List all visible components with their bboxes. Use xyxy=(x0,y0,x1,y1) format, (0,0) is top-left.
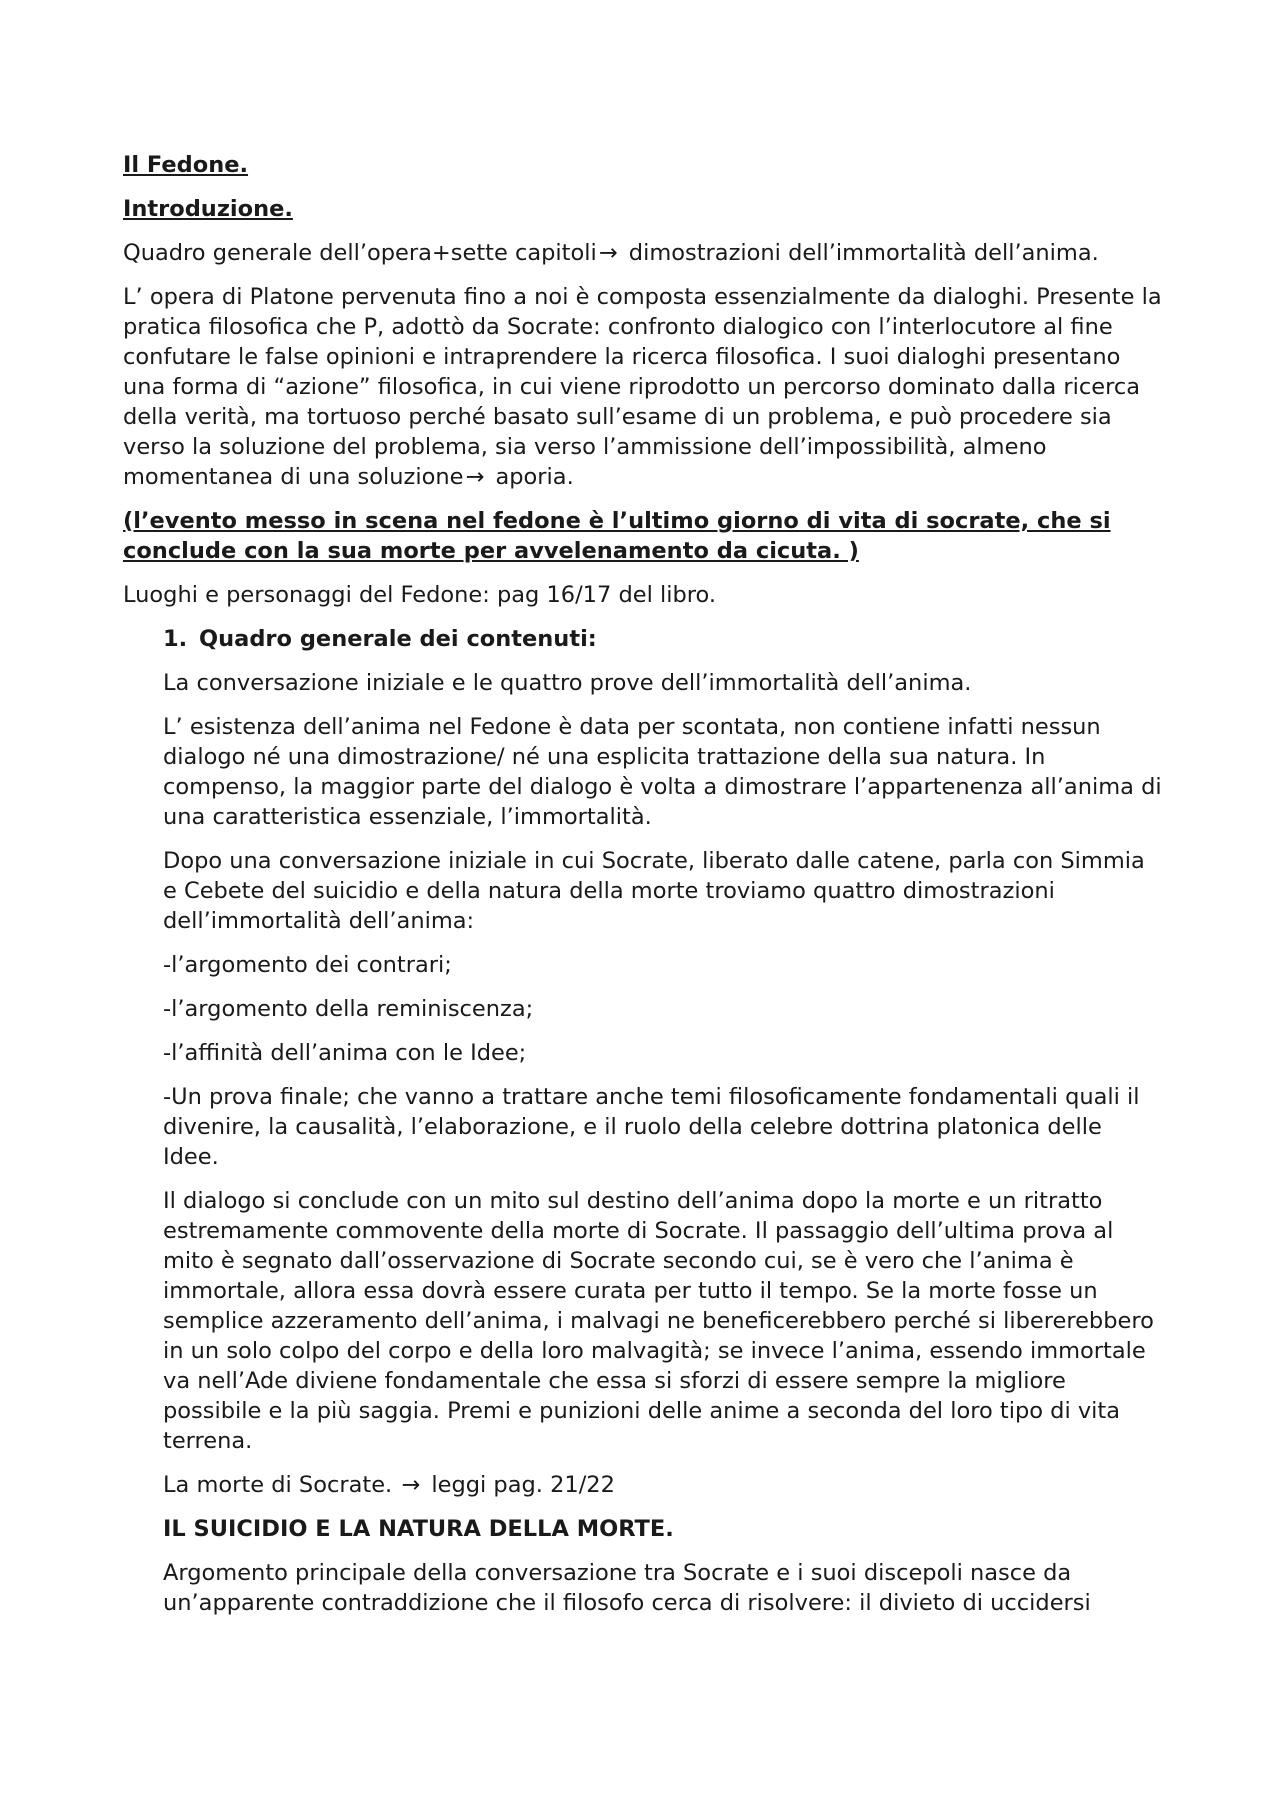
section1-heading xyxy=(163,624,1163,654)
places-line: Luoghi e personaggi del Fedone: pag 16/17 del libro. xyxy=(123,582,717,608)
proof-item: -l’argomento dei contrari; xyxy=(163,952,452,978)
event-note: (l’evento messo in scena nel fedone è l’ultimo giorno di vita di socrate, che si conclude con la sua morte per avvelenamento da cicuta. ) xyxy=(123,508,1111,564)
proof-item: -Un prova finale; che vanno a trattare anche temi filosoficamente fondamentali quali il divenire, la causalità, l’elaborazione, e il ruolo della celebre dottrina platonica delle Idee. xyxy=(163,1084,1140,1170)
section1-intro: La conversazione iniziale e le quattro prove dell’immortalità dell’anima. xyxy=(163,670,972,696)
arrow-right-icon: → xyxy=(401,1472,421,1498)
overview-text-b: dimostrazioni dell’immortalità dell’anima. xyxy=(621,240,1099,266)
arrow-right-icon: → xyxy=(598,240,618,266)
overview-line xyxy=(123,238,1163,268)
arrow-right-icon: → xyxy=(465,464,485,490)
document-title: Il Fedone. xyxy=(123,152,249,178)
intro-paragraph xyxy=(123,282,1163,492)
overview-text-a: Quadro generale dell’opera+sette capitoli xyxy=(123,240,597,266)
section1-number: 1. xyxy=(163,626,188,652)
proof-item: -l’argomento della reminiscenza; xyxy=(163,996,534,1022)
document-page xyxy=(123,150,1163,1632)
death-line xyxy=(163,1470,1163,1500)
death-text-b: leggi pag. 21/22 xyxy=(424,1472,615,1498)
intro-heading: Introduzione. xyxy=(123,196,293,222)
intro-paragraph-end: aporia. xyxy=(488,464,574,490)
suicide-paragraph: Argomento principale della conversazione tra Socrate e i suoi discepoli nasce da un’apparente contraddizione che il filosofo cerca di risolvere: il divieto di uccidersi xyxy=(163,1560,1091,1616)
section1-heading-text: Quadro generale dei contenuti: xyxy=(199,626,597,652)
proof-item: -l’affinità dell’anima con le Idee; xyxy=(163,1040,527,1066)
death-text-a: La morte di Socrate. xyxy=(163,1472,400,1498)
section1-paragraph-1: L’ esistenza dell’anima nel Fedone è data per scontata, non contiene infatti nessun dialogo né una dimostrazione/ né una esplicita trattazione della sua natura. In compenso, la maggior parte del dialogo è volta a dimostrare l’appartenenza all’anima di una caratteristica essenziale, l’immortalità. xyxy=(163,714,1162,830)
section1-paragraph-2: Dopo una conversazione iniziale in cui Socrate, liberato dalle catene, parla con Simmia e Cebete del suicidio e della natura della morte troviamo quattro dimostrazioni dell’immortalità dell’anima: xyxy=(163,848,1145,934)
suicide-heading: IL SUICIDIO E LA NATURA DELLA MORTE. xyxy=(163,1516,674,1542)
section1-paragraph-3: Il dialogo si conclude con un mito sul destino dell’anima dopo la morte e un ritratto estremamente commovente della morte di Socrate. Il passaggio dell’ultima prova al mito è segnato dall’osservazione di Socrate secondo cui, se è vero che l’anima è immortale, allora essa dovrà essere curata per tutto il tempo. Se la morte fosse un semplice azzeramento dell’anima, i malvagi ne beneficerebbero perché si libererebbero in un solo colpo del corpo e della loro malvagità; se invece l’anima, essendo immortale va nell’Ade diviene fondamentale che essa si sforzi di essere sempre la migliore possibile e la più saggia. Premi e punizioni delle anime a seconda del loro tipo di vita terrena. xyxy=(163,1188,1154,1454)
intro-paragraph-text: L’ opera di Platone pervenuta fino a noi è composta essenzialmente da dialoghi. Presente la pratica filosofica che P, adottò da Socrate: confronto dialogico con l’interlocutore al fine confutare le false opinioni e intraprendere la ricerca filosofica. I suoi dialoghi presentano una forma di “azione” filosofica, in cui viene riprodotto un percorso dominato dalla ricerca della verità, ma tortuoso perché basato sull’esame di un problema, e può procedere sia verso la soluzione del problema, sia verso l’ammissione dell’impossibilità, almeno momentanea di una soluzione xyxy=(123,284,1162,490)
